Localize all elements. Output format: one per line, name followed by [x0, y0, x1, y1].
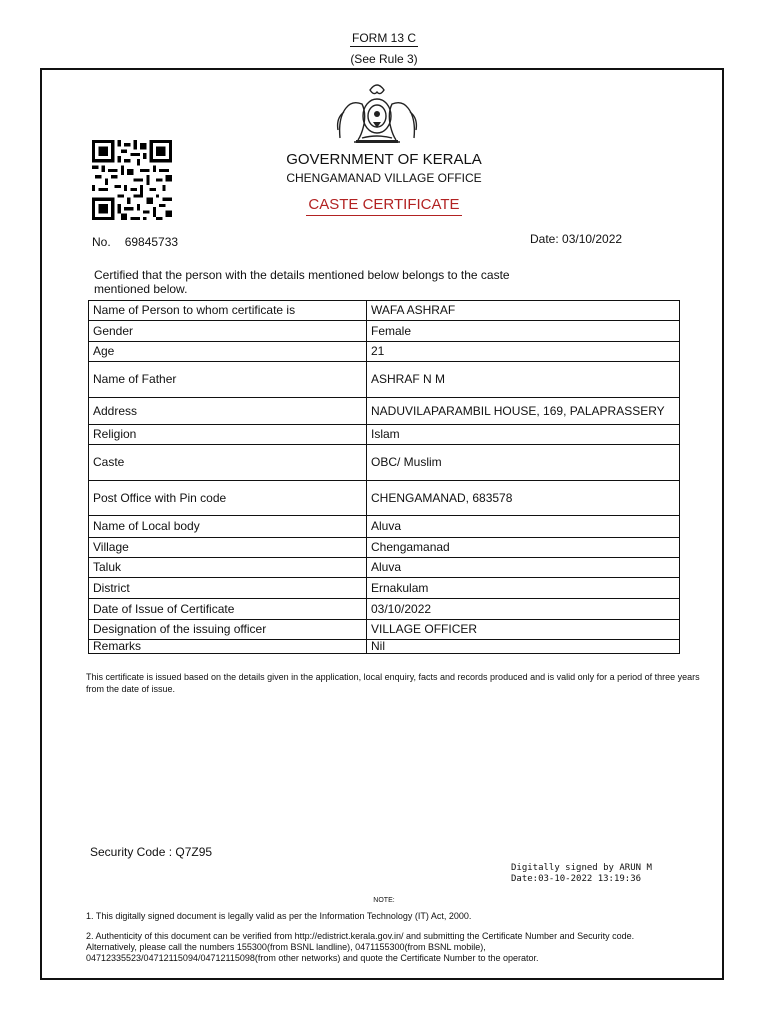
- certificate-title: CASTE CERTIFICATE: [42, 196, 726, 214]
- field-label: Remarks: [89, 640, 367, 654]
- field-value: 03/10/2022: [367, 599, 680, 620]
- field-value: Aluva: [367, 516, 680, 538]
- table-row: [89, 425, 680, 445]
- table-row: [89, 301, 680, 321]
- field-label: Village: [89, 538, 367, 558]
- kerala-state-emblem-icon: [332, 78, 422, 148]
- field-label: Gender: [89, 321, 367, 342]
- field-value: Female: [367, 321, 680, 342]
- table-row: [89, 445, 680, 481]
- note-label: NOTE:: [373, 897, 395, 904]
- table-row: [89, 516, 680, 538]
- table-row: [89, 640, 680, 654]
- table-row: [89, 538, 680, 558]
- field-label: Age: [89, 342, 367, 362]
- note-authenticity: 2. Authenticity of this document can be verified from http://edistrict.kerala.gov.in/ and submitting the Certificate Number and Security code. Alternatively, please call the numbers 155300(from BSNL landline), 0471155300(from BSNL mobile), 04712335523/04712115094/04712115098(from other networks) and quote the Certificate Number to the operator.: [86, 931, 635, 963]
- note-legal-validity: 1. This digitally signed document is legally valid as per the Information Technology (IT) Act, 2000.: [86, 911, 472, 921]
- certificate-date: Date: 03/10/2022: [530, 232, 623, 246]
- field-value: VILLAGE OFFICER: [367, 620, 680, 640]
- table-row: [89, 578, 680, 599]
- field-label: Taluk: [89, 558, 367, 578]
- field-value: NADUVILAPARAMBIL HOUSE, 169, PALAPRASSERY: [367, 398, 680, 425]
- security-code: Security Code : Q7Z95: [90, 845, 213, 859]
- table-row: [89, 558, 680, 578]
- government-title: GOVERNMENT OF KERALA: [286, 151, 482, 168]
- field-value: CHENGAMANAD, 683578: [367, 481, 680, 516]
- form-number: FORM 13 C: [351, 31, 416, 45]
- field-label: Name of Father: [89, 362, 367, 398]
- certificate-number: No. 69845733: [92, 235, 179, 249]
- field-value: Ernakulam: [367, 578, 680, 599]
- field-label: Date of Issue of Certificate: [89, 599, 367, 620]
- table-row: [89, 481, 680, 516]
- field-label: Religion: [89, 425, 367, 445]
- field-label: Name of Person to whom certificate is: [89, 301, 367, 321]
- field-value: Islam: [367, 425, 680, 445]
- table-row: [89, 362, 680, 398]
- field-label: District: [89, 578, 367, 599]
- field-label: Designation of the issuing officer: [89, 620, 367, 640]
- field-label: Name of Local body: [89, 516, 367, 538]
- field-value: ASHRAF N M: [367, 362, 680, 398]
- table-row: [89, 620, 680, 640]
- table-row: [89, 599, 680, 620]
- certification-statement: Certified that the person with the details mentioned below belongs to the caste mentioned below.: [94, 268, 510, 296]
- certificate-frame: [40, 68, 724, 980]
- field-value: 21: [367, 342, 680, 362]
- field-value: Nil: [367, 640, 680, 654]
- office-name: CHENGAMANAD VILLAGE OFFICE: [286, 171, 482, 185]
- field-label: Caste: [89, 445, 367, 481]
- field-value: OBC/ Muslim: [367, 445, 680, 481]
- digital-signature: Digitally signed by ARUN M Date:03-10-2022 13:19:36: [511, 863, 652, 884]
- field-value: WAFA ASHRAF: [367, 301, 680, 321]
- field-label: Post Office with Pin code: [89, 481, 367, 516]
- field-value: Aluva: [367, 558, 680, 578]
- details-table: [88, 300, 680, 654]
- table-row: [89, 342, 680, 362]
- field-value: Chengamanad: [367, 538, 680, 558]
- field-label: Address: [89, 398, 367, 425]
- rule-reference: (See Rule 3): [350, 52, 418, 66]
- validity-statement: This certificate is issued based on the details given in the application, local enquiry, facts and records produced and is valid only for a period of three years from the date of issue.: [86, 672, 700, 694]
- table-row: [89, 398, 680, 425]
- table-row: [89, 321, 680, 342]
